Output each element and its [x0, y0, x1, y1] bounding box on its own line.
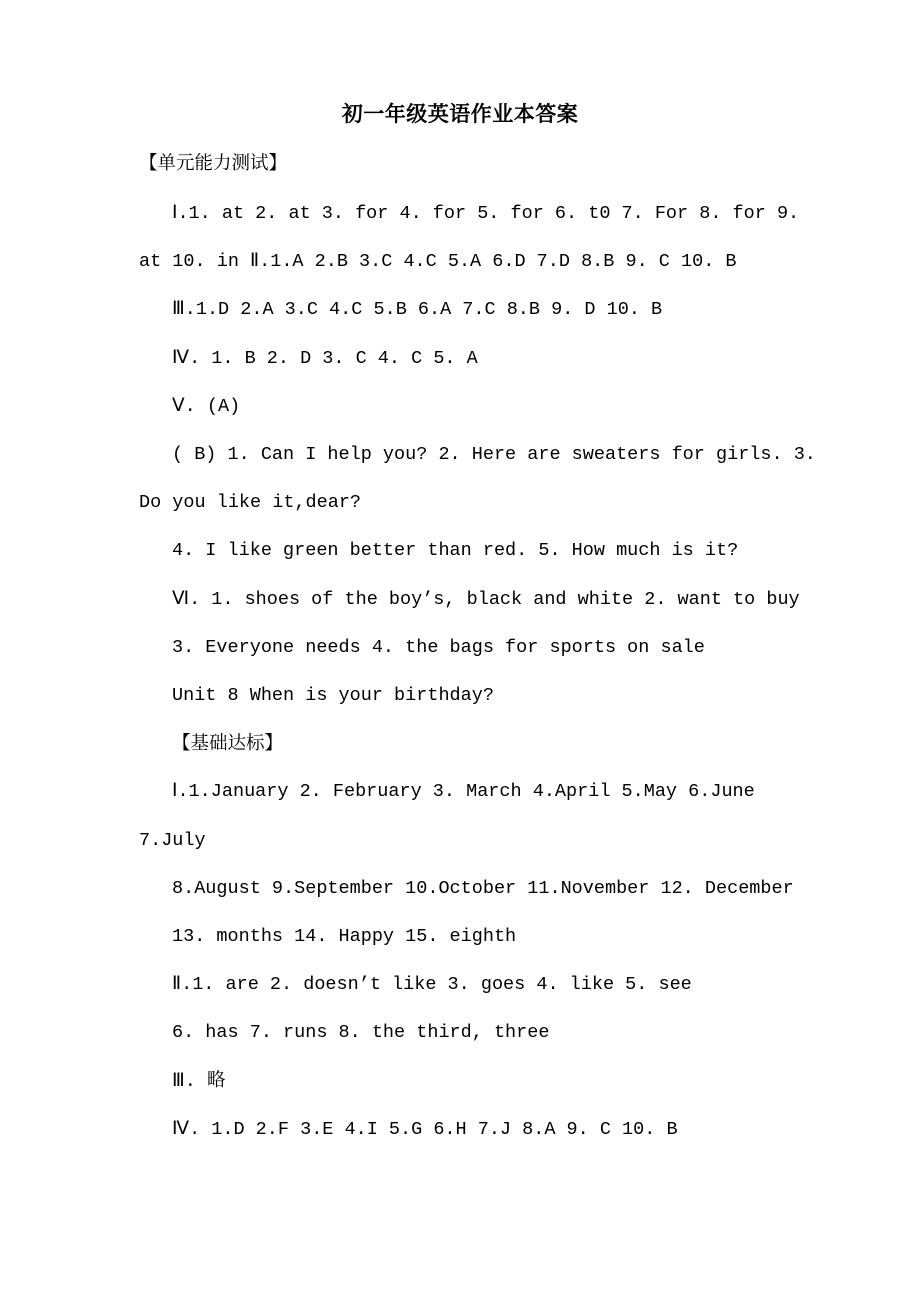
answer-line: Ⅲ. 略 [172, 1071, 226, 1092]
answer-line: Ⅰ.1.January 2. February 3. March 4.April 5.May 6.June [172, 781, 755, 802]
answer-line: 4. I like green better than red. 5. How much is it? [172, 540, 739, 561]
unit-heading: Unit 8 When is your birthday? [172, 685, 494, 706]
answer-line: 3. Everyone needs 4. the bags for sports on sale [172, 637, 705, 658]
answer-line: Ⅰ.1. at 2. at 3. for 4. for 5. for 6. t0 7. For 8. for 9. [172, 203, 800, 224]
answer-line: Ⅴ. (A) [172, 396, 241, 417]
section-heading-unit-test: 【单元能力测试】 [139, 153, 288, 174]
answer-line: Ⅱ.1. are 2. doesn’t like 3. goes 4. like 5. see [172, 974, 692, 995]
answer-line: 13. months 14. Happy 15. eighth [172, 926, 517, 947]
answer-line: 7.July [139, 830, 206, 851]
answer-line: Ⅲ.1.D 2.A 3.C 4.C 5.B 6.A 7.C 8.B 9. D 10. B [172, 299, 663, 320]
page-title: 初一年级英语作业本答案 [341, 102, 579, 126]
answer-line: Ⅳ. 1. B 2. D 3. C 4. C 5. A [172, 348, 478, 369]
answer-line: Do you like it,dear? [139, 492, 362, 513]
answer-line: Ⅵ. 1. shoes of the boy’s, black and white 2. want to buy [172, 589, 800, 610]
answer-line: 6. has 7. runs 8. the third, three [172, 1022, 550, 1043]
answer-line: ( B) 1. Can I help you? 2. Here are sweaters for girls. 3. [172, 444, 816, 465]
answer-line: Ⅳ. 1.D 2.F 3.E 4.I 5.G 6.H 7.J 8.A 9. C 10. B [172, 1119, 678, 1140]
answer-line: 8.August 9.September 10.October 11.November 12. December [172, 878, 794, 899]
section-heading-basic: 【基础达标】 [172, 733, 284, 754]
answer-line: at 10. in Ⅱ.1.A 2.B 3.C 4.C 5.A 6.D 7.D 8.B 9. C 10. B [139, 251, 737, 272]
